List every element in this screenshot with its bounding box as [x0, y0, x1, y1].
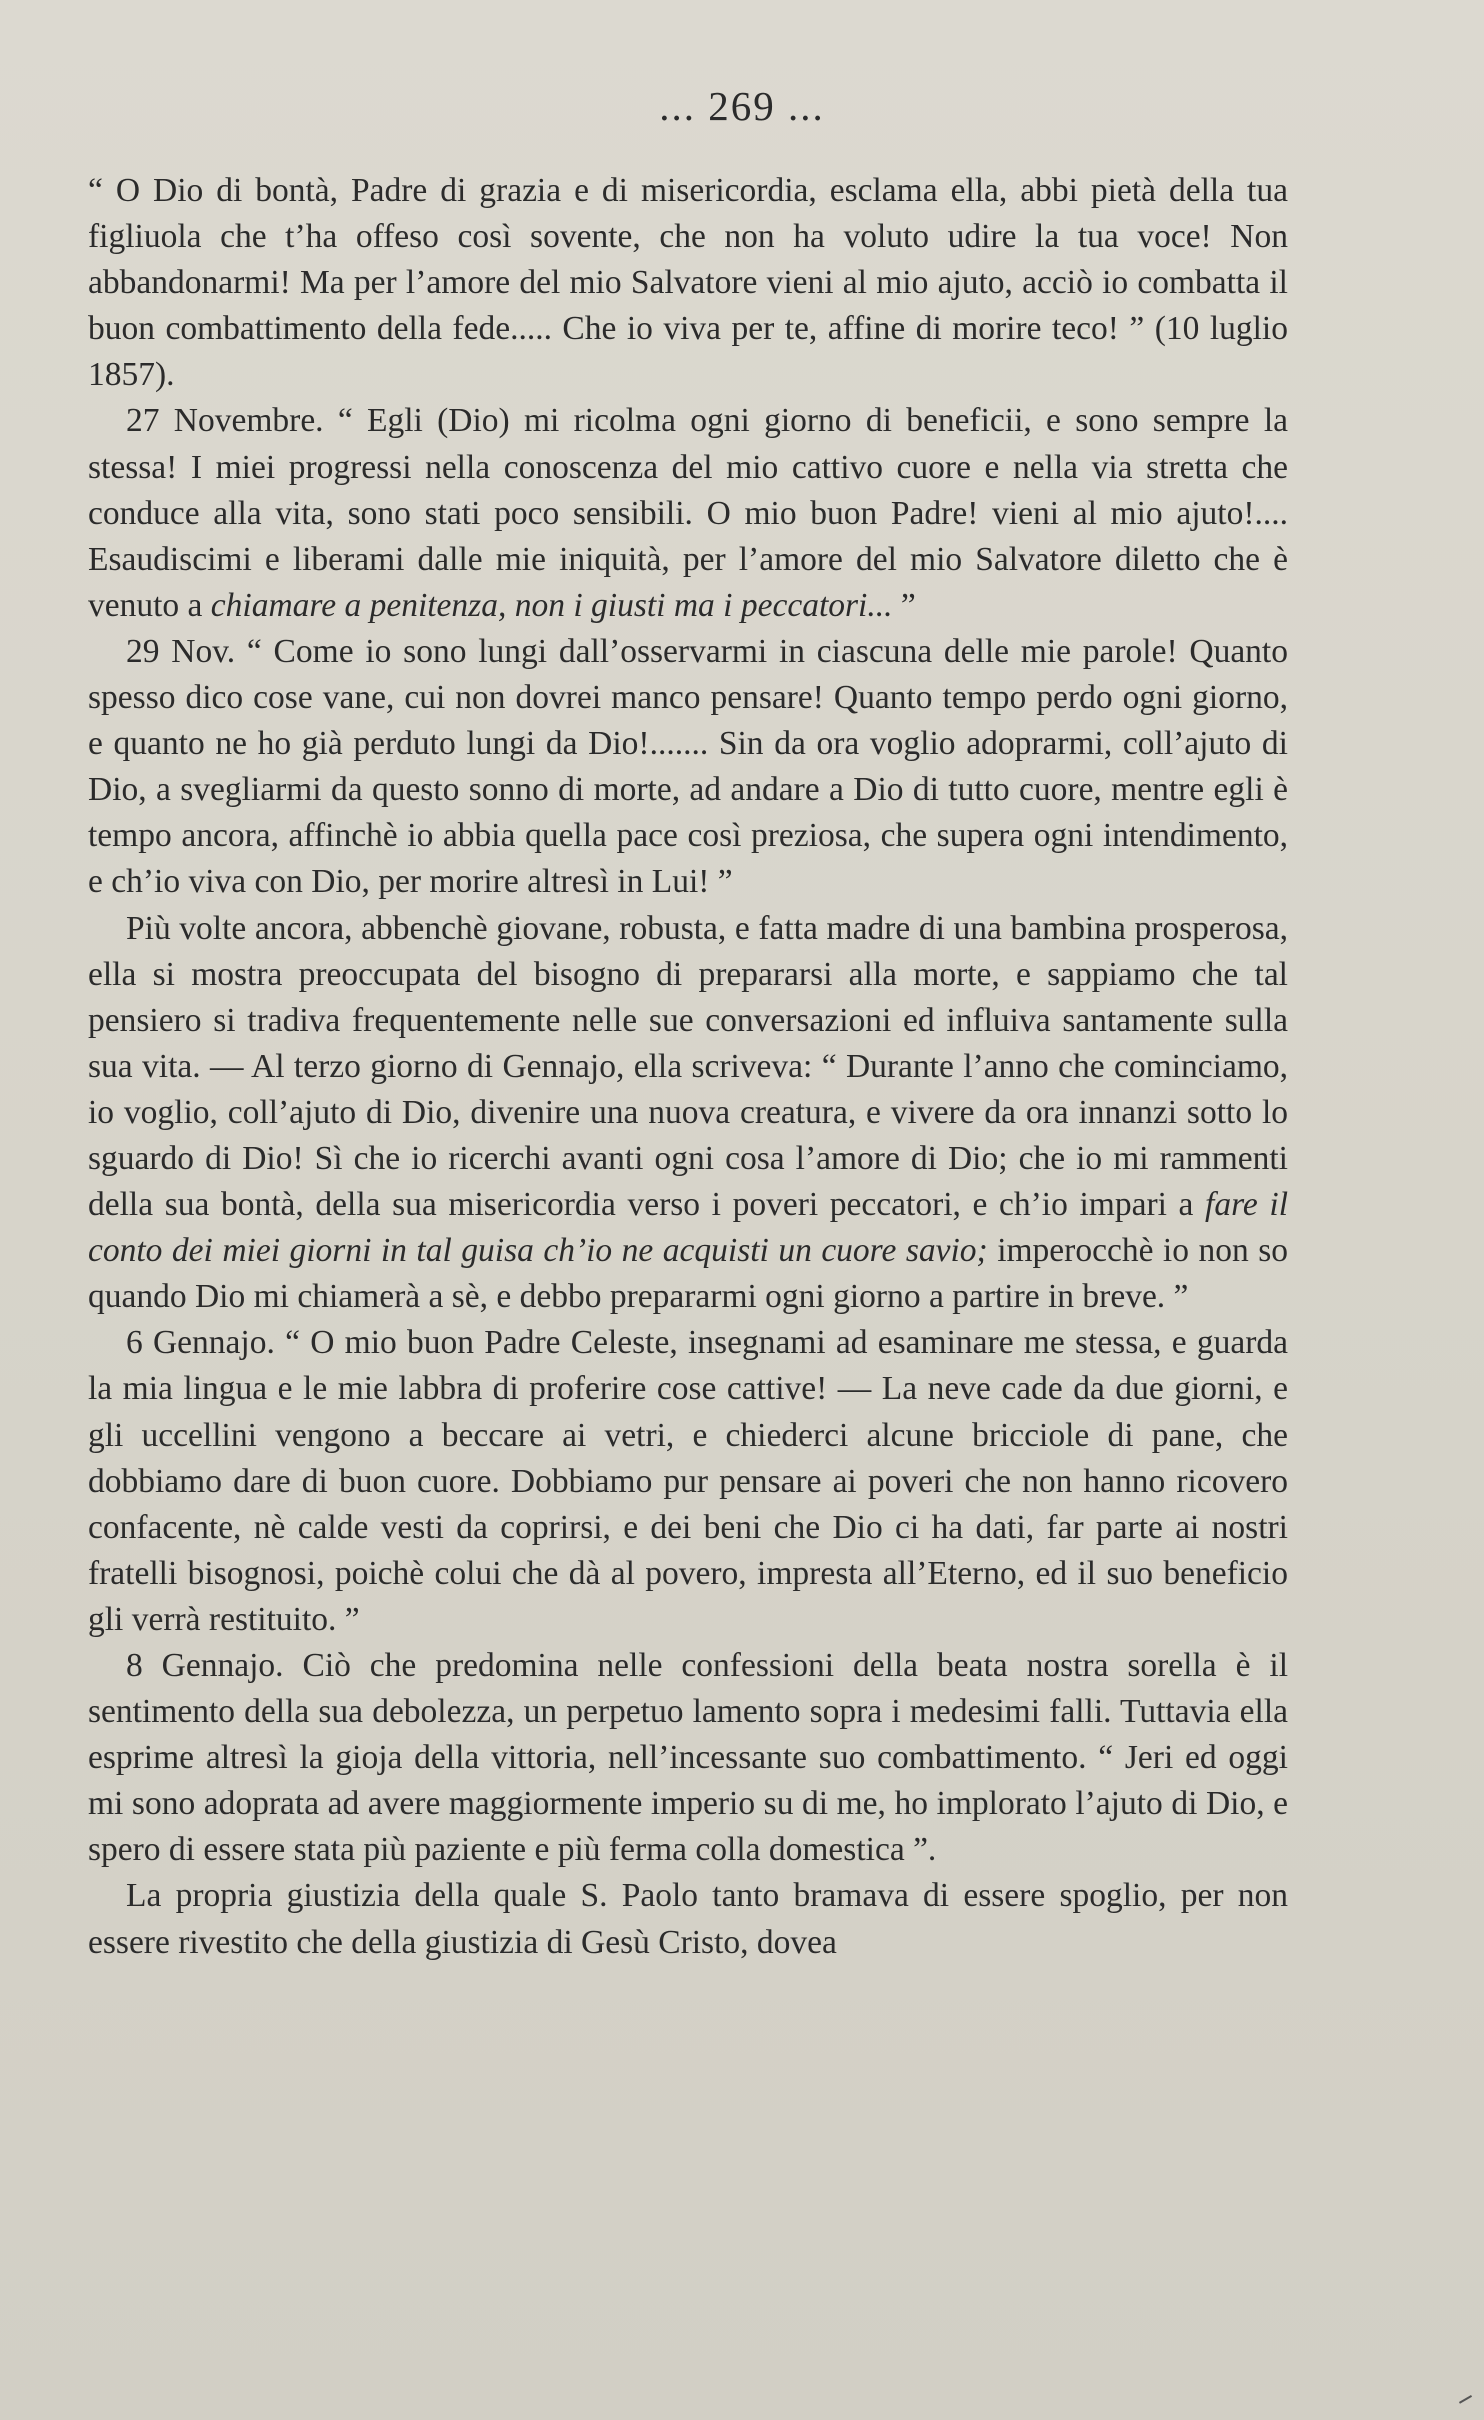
text-segment: 8 Gennajo. Ciò che predomina nelle confessioni della beata nostra sorella è il sentimento della sua debolezza, un perpetuo lamento sopra i medesimi falli. Tuttavia ella esprime altresì la gioja della vittoria, nell’incessante suo combattimento. “ Jeri ed oggi mi sono adoprata ad avere maggiormente imperio su di me, ho implorato l’ajuto di Dio, e spero di essere stata più paziente e più ferma colla domestica ”. — [88, 1647, 1288, 1869]
paragraph-7 — [88, 1873, 1288, 1965]
page-number: ... 269 ... — [659, 83, 825, 129]
corner-mark — [1459, 2395, 1475, 2409]
body-text — [88, 168, 1288, 1966]
paragraph-4 — [88, 906, 1288, 1321]
text-segment: “ O Dio di bontà, Padre di grazia e di misericordia, esclama ella, abbi pietà della tua figliuola che t’ha offeso così sovente, che non ha voluto udire la tua voce! Non abbandonarmi! Ma per l’amore del mio Salvatore vieni al mio ajuto, acciò io combatta il buon combattimento della fede..... Che io viva per te, affine di morire teco! ” (10 luglio 1857). — [88, 172, 1288, 394]
text-segment: Più volte ancora, abbenchè giovane, robusta, e fatta madre di una bambina prosperosa, ella si mostra preoccupata del bisogno di prepararsi alla morte, e sappiamo che tal pensiero si tradiva frequentemente nelle sue conversazioni ed influiva santamente sulla sua vita. — Al terzo giorno di Gennajo, ella scriveva: “ Durante l’anno che cominciamo, io voglio, coll’ajuto di Dio, divenire una nuova creatura, e vivere da ora innanzi sotto lo sguardo di Dio! Sì che io ricerchi avanti ogni cosa l’amore di Dio; che io mi rammenti della sua bontà, della sua misericordia verso i poveri peccatori, e ch’io impari a — [88, 909, 1288, 1224]
text-segment: 27 Novembre. “ Egli (Dio) mi ricolma ogni giorno di beneficii, e sono sempre la stessa! I miei progressi nella conoscenza del mio cattivo cuore e nella via stretta che conduce alla vita, sono stati poco sensibili. O mio buon Padre! vieni al mio ajuto!.... Esaudiscimi e liberami dalle mie iniquità, per l’amore del mio Salvatore diletto che è venuto a — [88, 402, 1288, 624]
italic-quote: chiamare a penitenza, non i giusti ma i peccatori... — [210, 586, 893, 624]
paragraph-2 — [88, 398, 1288, 628]
italic-quote: fare il conto dei miei giorni in tal guisa ch’io ne acquisti un cuore savio; — [88, 1186, 1289, 1270]
text-segment: 6 Gennajo. “ O mio buon Padre Celeste, insegnami ad esaminare me stessa, e guarda la mia lingua e le mie labbra di proferire cose cattive! — La neve cade da due giorni, e gli uccellini vengono a beccare ai vetri, e chiederci alcune bricciole di pane, che dobbiamo dare di buon cuore. Dobbiamo pur pensare ai poveri che non hanno ricovero confacente, nè calde vesti da coprirsi, e dei beni che Dio ci ha dati, far parte ai nostri fratelli bisognosi, poichè colui che dà al povero, impresta all’Eterno, ed il suo beneficio gli verrà restituito. ” — [88, 1324, 1288, 1638]
paragraph-3 — [88, 629, 1288, 906]
paragraph-5 — [88, 1320, 1288, 1643]
paragraph-6 — [88, 1643, 1288, 1873]
text-segment: La propria giustizia della quale S. Paolo tanto bramava di essere spoglio, per non essere rivestito che della giustizia di Gesù Cristo, dovea — [88, 1877, 1288, 1961]
text-segment: imperocchè io non so quando Dio mi chiamerà a sè, e debbo prepararmi ogni giorno a partire in breve. ” — [88, 1232, 1288, 1316]
paragraph-1 — [88, 168, 1288, 398]
text-segment: ” — [892, 586, 916, 624]
text-segment: 29 Nov. “ Come io sono lungi dall’osservarmi in ciascuna delle mie parole! Quanto spesso dico cose vane, cui non dovrei manco pensare! Quanto tempo perdo ogni giorno, e quanto ne ho già perduto lungi da Dio!....... Sin da ora voglio adoprarmi, coll’ajuto di Dio, a svegliarmi da questo sonno di morte, ad andare a Dio di tutto cuore, mentre egli è tempo ancora, affinchè io abbia quella pace così preziosa, che supera ogni intendimento, e ch’io viva con Dio, per morire altresì in Lui! ” — [88, 632, 1288, 901]
